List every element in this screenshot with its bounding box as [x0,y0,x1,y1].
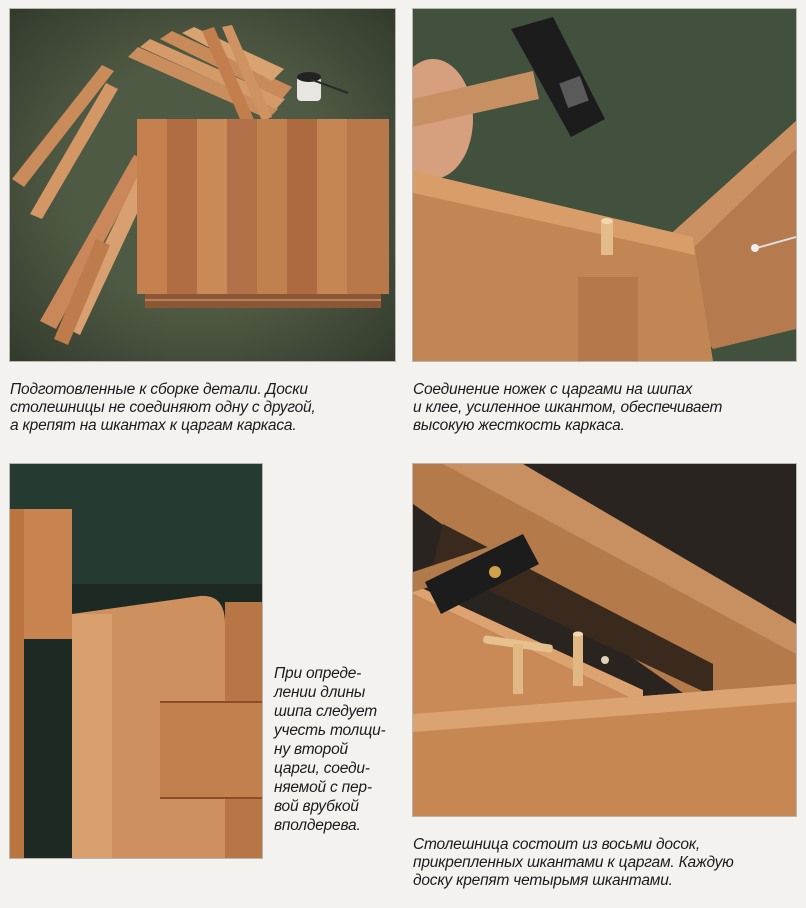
tenon-illustration [10,464,262,858]
caption-parts: Подготовленные к сборке детали. Доски столешницы не соединяют одну с другой, а крепят на шкантах к царгам каркаса. [10,381,316,434]
caption-tabletop: Столешница состоит из восьми досок, прикрепленных шкантами к царгам. Каждую доску крепят четырьмя шкантами. [413,836,734,889]
parts-illustration [10,9,395,361]
joint-illustration [413,9,796,361]
photo-hammer-dowel-joint [413,9,796,361]
photo-tabletop-dowels [413,464,796,816]
photo-parts-laid-out [10,9,395,361]
caption-joint: Соединение ножек с царгами на шипах и клее, усиленное шкантом, обеспечивает высокую жесткость каркаса. [413,381,723,434]
side-note-tenon-length: При опреде- лении длины шипа следует учесть толщи- ну второй царги, соеди- няемой с пер- вой врубкой вполдерева. [274,665,386,834]
tabletop-panel [137,119,389,308]
tabletop-illustration [413,464,796,816]
photo-half-lap-tenon [10,464,262,858]
